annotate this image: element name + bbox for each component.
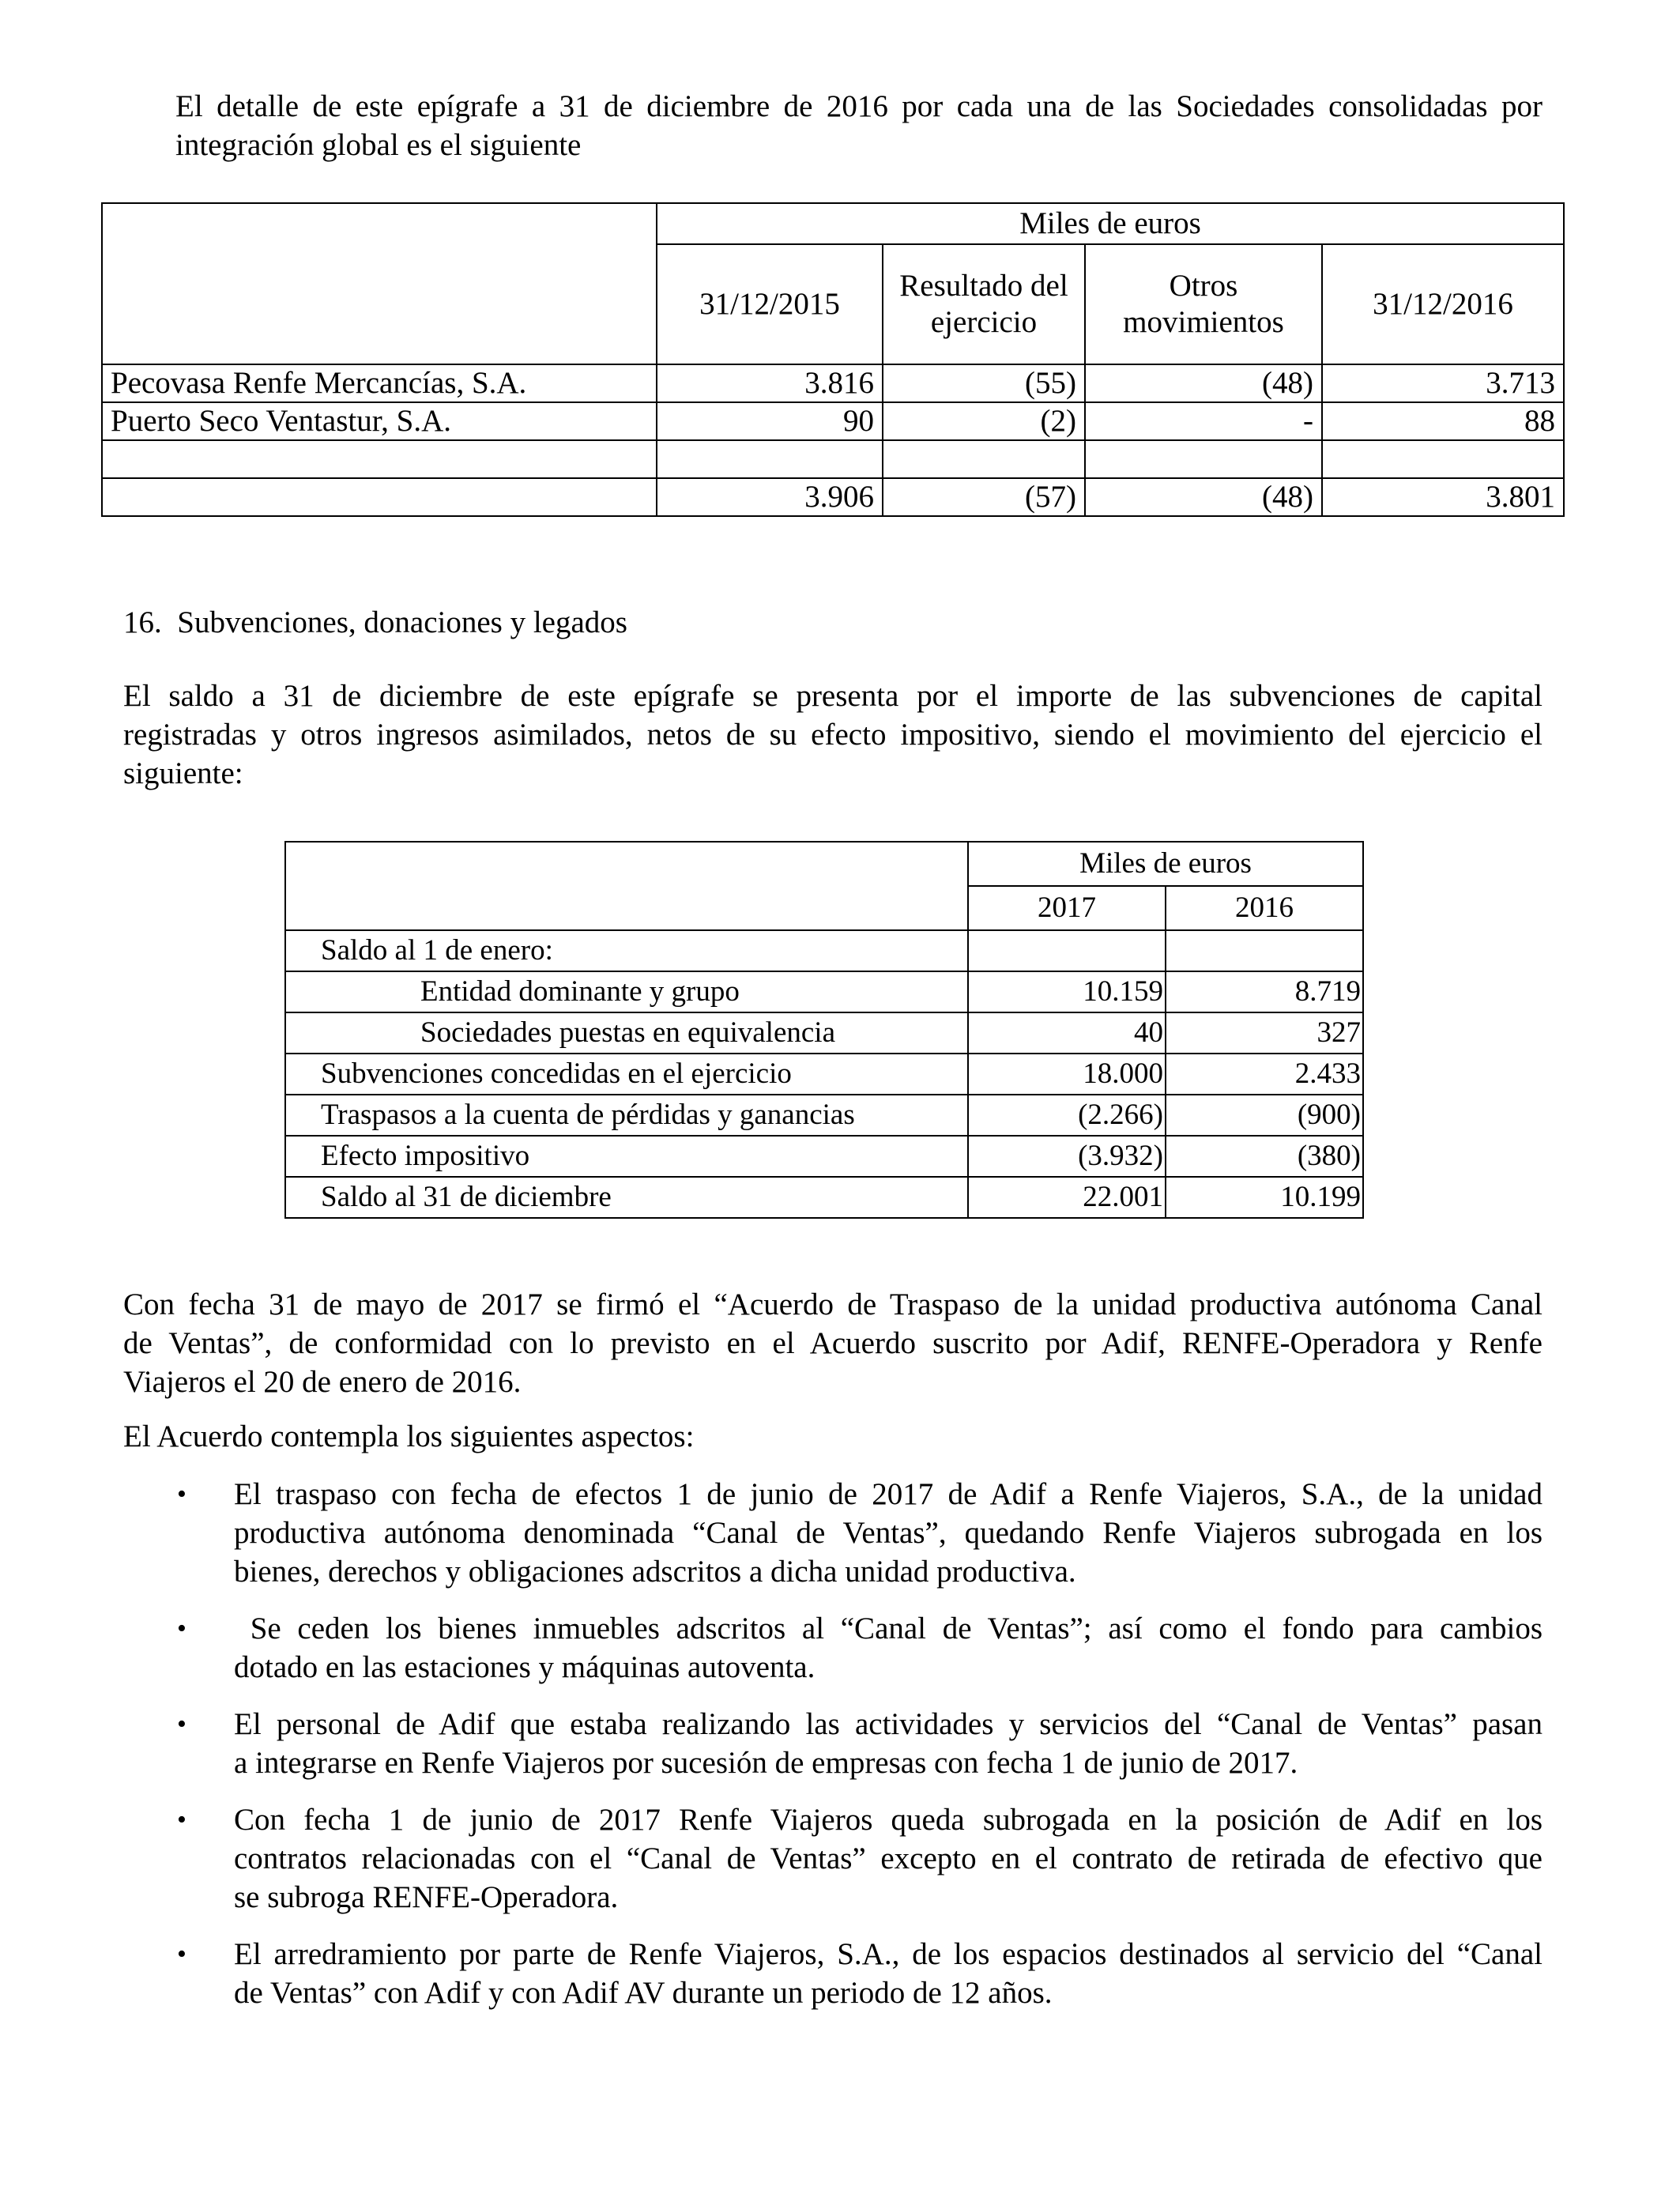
bullet-icon: •: [177, 1940, 186, 1969]
bullet-line: El traspaso con fecha de efectos 1 de junio de 2017 de Adif a Renfe Viajeros, S.A., de la unidad: [234, 1477, 1543, 1511]
bullet-line: productiva autónoma denominada “Canal de Ventas”, quedando Renfe Viajeros subrogada en los: [234, 1516, 1543, 1550]
table-cell: [1085, 440, 1322, 478]
para2-line: Con fecha 31 de mayo de 2017 se firmó el “Acuerdo de Traspaso de la unidad productiva autónoma Canal: [123, 1287, 1543, 1321]
bullet-line: dotado en las estaciones y máquinas autoventa.: [234, 1650, 816, 1684]
table-row: [102, 402, 1564, 440]
table-cell: 3.801: [1322, 478, 1564, 516]
table2-col-header: 2016: [1166, 886, 1363, 930]
table-cell: 8.719: [1166, 971, 1363, 1012]
row-label: Subvenciones concedidas en el ejercicio: [285, 1054, 968, 1095]
bullet-line: Con fecha 1 de junio de 2017 Renfe Viajeros queda subrogada en la posición de Adif en los: [234, 1803, 1543, 1837]
table-cell: 22.001: [968, 1177, 1166, 1218]
table-cell: 18.000: [968, 1054, 1166, 1095]
row-label: Traspasos a la cuenta de pérdidas y ganancias: [285, 1095, 968, 1136]
table2-group-header: Miles de euros: [968, 842, 1363, 886]
consolidated-companies-table: [101, 202, 1565, 517]
row-label: Saldo al 31 de diciembre: [285, 1177, 968, 1218]
table1-col-header: 31/12/2016: [1322, 244, 1564, 364]
table1-col-header: 31/12/2015: [657, 244, 883, 364]
table-cell: (55): [883, 364, 1085, 402]
table-cell: (380): [1166, 1136, 1363, 1177]
row-label: Entidad dominante y grupo: [285, 971, 968, 1012]
section-heading: 16. Subvenciones, donaciones y legados: [123, 605, 627, 639]
table-cell: [102, 478, 657, 516]
table-cell: (48): [1085, 364, 1322, 402]
bullet-line: El arredramiento por parte de Renfe Viajeros, S.A., de los espacios destinados al servicio del “Canal: [234, 1937, 1543, 1971]
bullet-line: bienes, derechos y obligaciones adscritos a dicha unidad productiva.: [234, 1555, 1076, 1589]
row-label: Efecto impositivo: [285, 1136, 968, 1177]
table-row: [285, 1136, 1363, 1177]
table-cell: [1322, 440, 1564, 478]
bullet-line: se subroga RENFE-Operadora.: [234, 1880, 619, 1914]
bullet-icon: •: [177, 1480, 186, 1509]
table-cell: 3.713: [1322, 364, 1564, 402]
table-row-total: [102, 478, 1564, 516]
table-cell: [968, 930, 1166, 971]
company-name: Puerto Seco Ventastur, S.A.: [102, 402, 657, 440]
list-item: [177, 1800, 1543, 1917]
intro-line-2: integración global es el siguiente: [175, 128, 582, 162]
table-cell: [657, 440, 883, 478]
table-cell: (3.932): [968, 1136, 1166, 1177]
table-cell: 10.199: [1166, 1177, 1363, 1218]
table-row: [285, 930, 1363, 971]
table-cell: 40: [968, 1012, 1166, 1054]
table-row: [285, 1012, 1363, 1054]
table-row: [285, 971, 1363, 1012]
bullet-line: El personal de Adif que estaba realizando las actividades y servicios del “Canal de Ventas” pasan: [234, 1707, 1543, 1741]
table-cell: (900): [1166, 1095, 1363, 1136]
bullet-line: contratos relacionadas con el “Canal de Ventas” excepto en el contrato de retirada de efectivo que: [234, 1842, 1543, 1875]
table2-empty-corner: [285, 842, 968, 930]
table-cell: [1166, 930, 1363, 971]
para2-line: Viajeros el 20 de enero de 2016.: [123, 1365, 522, 1399]
table-cell: (57): [883, 478, 1085, 516]
table-cell: [102, 440, 657, 478]
intro-line-1: El detalle de este epígrafe a 31 de diciembre de 2016 por cada una de las Sociedades consolidadas por: [175, 89, 1543, 123]
list-item: [177, 1935, 1543, 2012]
table-cell: 3.906: [657, 478, 883, 516]
bullet-line: de Ventas” con Adif y con Adif AV durante un periodo de 12 años.: [234, 1976, 1053, 2010]
table-cell: -: [1085, 402, 1322, 440]
section16-para-line: registradas y otros ingresos asimilados, netos de su efecto impositivo, siendo el movimiento del ejercicio el: [123, 718, 1543, 752]
bullet-icon: •: [177, 1710, 186, 1739]
grants-movement-table: [284, 841, 1364, 1219]
table-cell: (2.266): [968, 1095, 1166, 1136]
company-name: Pecovasa Renfe Mercancías, S.A.: [102, 364, 657, 402]
table-cell: (2): [883, 402, 1085, 440]
table1-group-header: Miles de euros: [657, 203, 1564, 244]
para3: El Acuerdo contempla los siguientes aspectos:: [123, 1419, 695, 1453]
bullet-line: a integrarse en Renfe Viajeros por sucesión de empresas con fecha 1 de junio de 2017.: [234, 1746, 1298, 1780]
table1-col-header: Resultado del ejercicio: [883, 244, 1085, 364]
bullet-icon: •: [177, 1614, 186, 1643]
table-row-total: [285, 1177, 1363, 1218]
bullet-icon: •: [177, 1805, 186, 1834]
table-cell: (48): [1085, 478, 1322, 516]
row-label: Sociedades puestas en equivalencia: [285, 1012, 968, 1054]
table-cell: 90: [657, 402, 883, 440]
table1-col-header: Otros movimientos: [1085, 244, 1322, 364]
list-item: [177, 1705, 1543, 1782]
table-row: [285, 1054, 1363, 1095]
section16-para-line: El saldo a 31 de diciembre de este epígrafe se presenta por el importe de las subvenciones de capital: [123, 679, 1543, 713]
table-row: [285, 1095, 1363, 1136]
list-item: [177, 1609, 1543, 1687]
table-cell: 10.159: [968, 971, 1166, 1012]
table2-col-header: 2017: [968, 886, 1166, 930]
row-label: Saldo al 1 de enero:: [285, 930, 968, 971]
table-row: [102, 364, 1564, 402]
table1-empty-corner: [102, 203, 657, 364]
table-row: [102, 440, 1564, 478]
table-cell: [883, 440, 1085, 478]
section16-para-line: siguiente:: [123, 756, 243, 790]
table-cell: 327: [1166, 1012, 1363, 1054]
table-cell: 88: [1322, 402, 1564, 440]
list-item: [177, 1475, 1543, 1591]
table-cell: 2.433: [1166, 1054, 1363, 1095]
para2-line: de Ventas”, de conformidad con lo previsto en el Acuerdo suscrito por Adif, RENFE-Operadora y Renfe: [123, 1326, 1543, 1360]
table-cell: 3.816: [657, 364, 883, 402]
bullet-line: Se ceden los bienes inmuebles adscritos al “Canal de Ventas”; así como el fondo para cambios: [234, 1612, 1543, 1646]
